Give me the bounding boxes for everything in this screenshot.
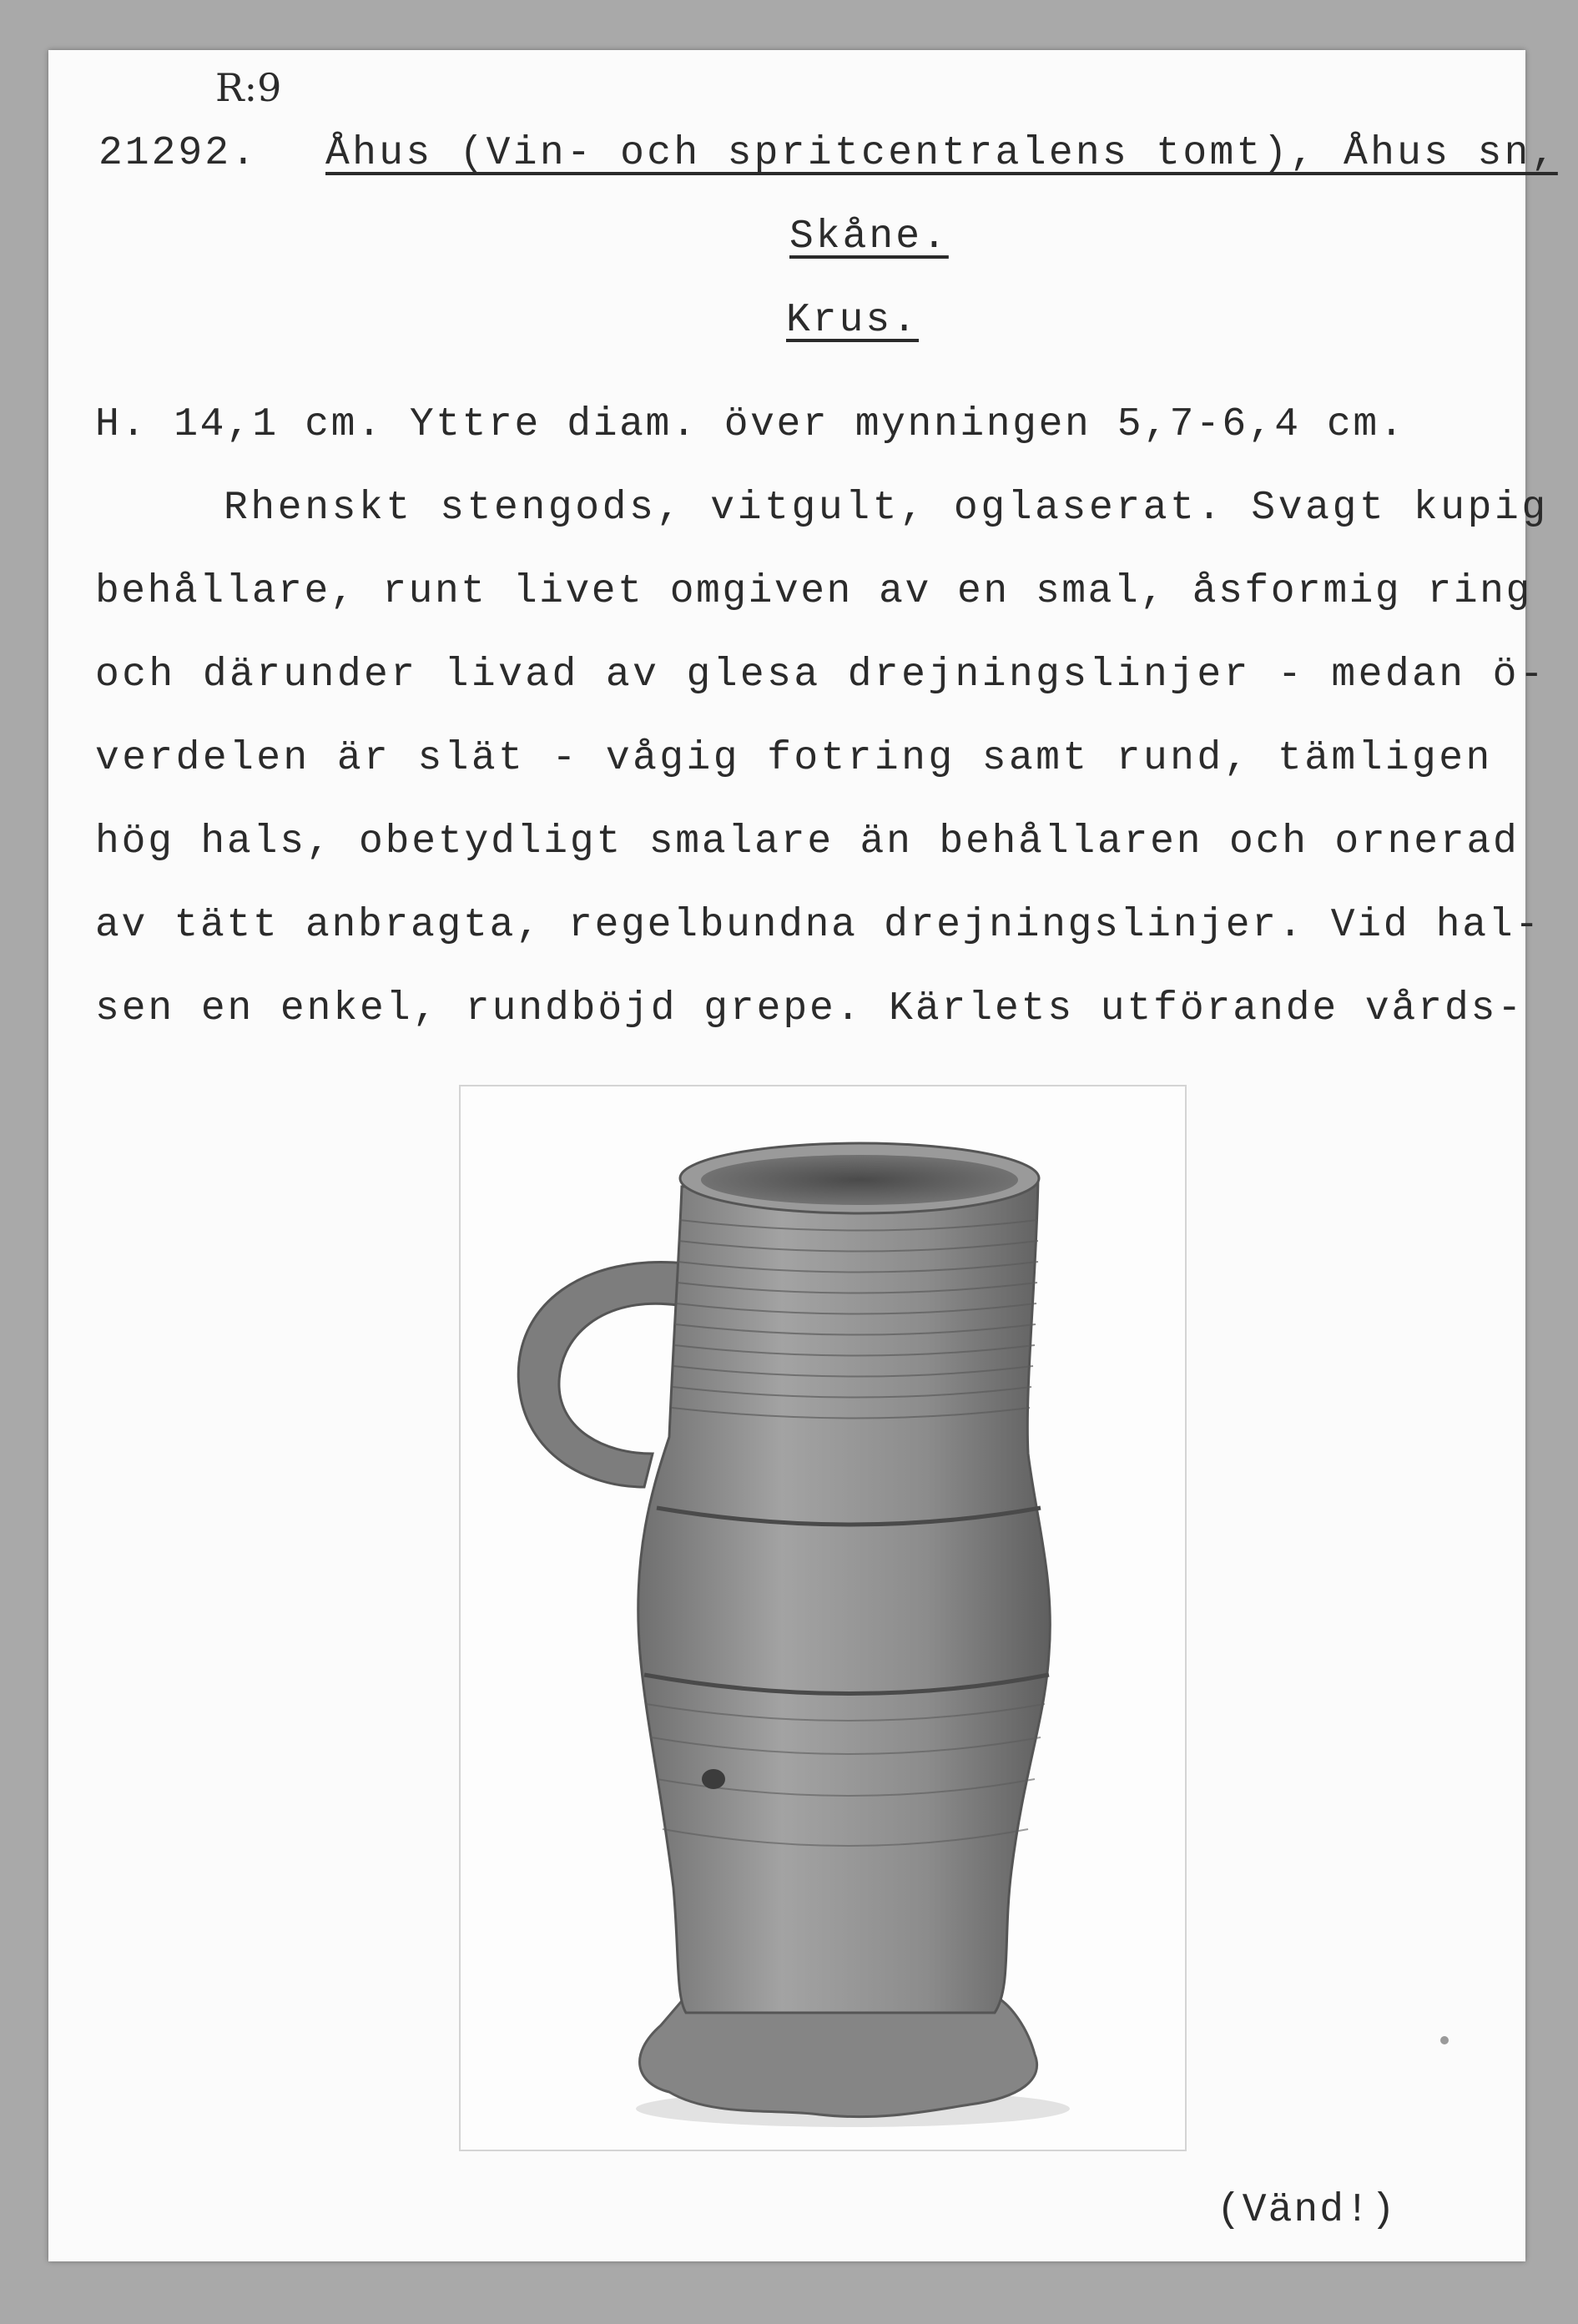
object-name: Krus. (786, 298, 920, 343)
description-line: sen en enkel, rundböjd grepe. Kärlets utförande vårds- (95, 986, 1525, 1031)
description-line: behållare, runt livet omgiven av en smal, åsformig ring (95, 569, 1532, 614)
description-line: och därunder livad av glesa drejningslinjer - medan ö- (95, 653, 1547, 698)
place-line-2: Skåne. (789, 214, 949, 260)
object-photo (459, 1085, 1187, 2151)
description-line: av tätt anbragta, regelbundna drejningslinjer. Vid hal- (95, 903, 1541, 948)
place-line-1: Åhus (Vin- och spritcentralens tomt), Åhus sn, (325, 131, 1558, 176)
stoneware-jug-icon (461, 1086, 1185, 2150)
measurements: H. 14,1 cm. Yttre diam. över mynningen 5,7-6,4 cm. (95, 402, 1406, 447)
turn-note: (Vänd!) (1217, 2188, 1397, 2233)
handwritten-mark: R:9 (215, 65, 282, 110)
speck (1440, 2036, 1449, 2044)
description-line: Rhenskt stengods, vitgult, oglaserat. Svagt kupig (224, 486, 1549, 531)
description-line: verdelen är slät - vågig fotring samt rund, tämligen (95, 736, 1493, 781)
description-line: hög hals, obetydligt smalare än behållaren och ornerad (95, 819, 1520, 865)
catalog-card (48, 50, 1558, 2261)
catalog-number: 21292. (98, 131, 258, 176)
